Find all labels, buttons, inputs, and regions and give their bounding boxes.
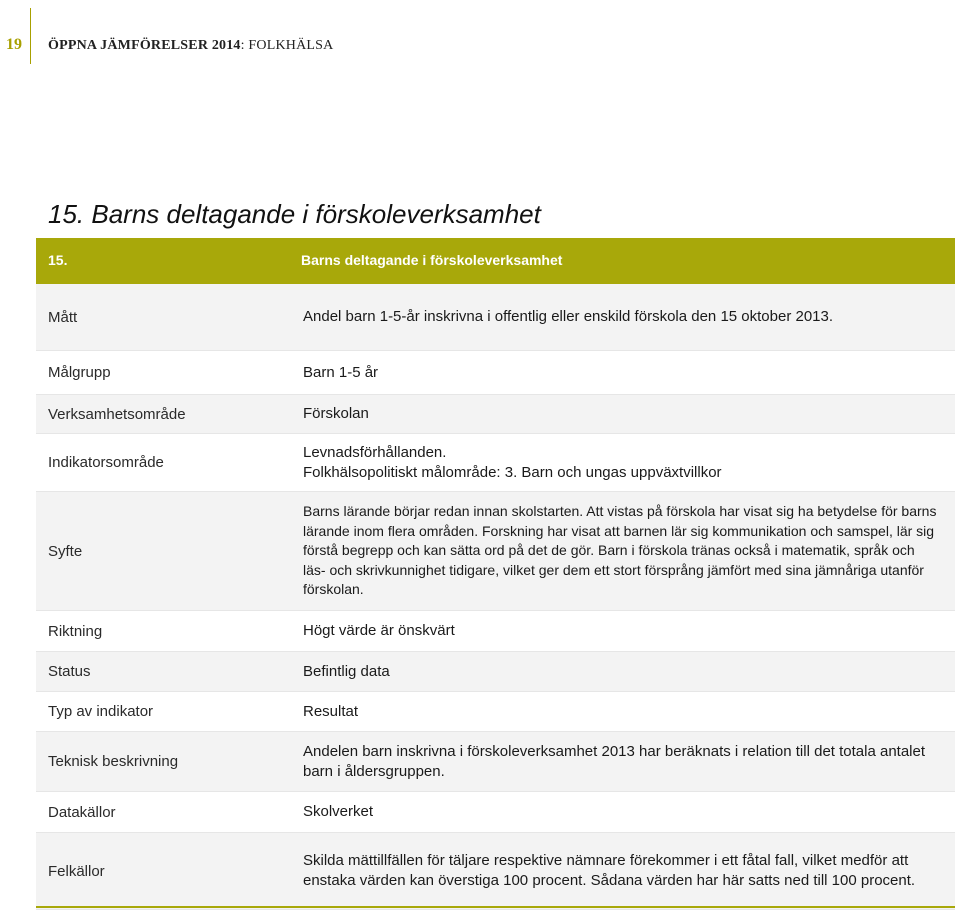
table-row-datakallor (36, 792, 955, 833)
row-value: Barns lärande börjar redan innan skolstarten. Att vistas på förskola har visat sig ha betydelse för barns lärande inom flera områden. Forskning har visat att barnen lär sig kommunikation och samspel, lär sig förstå begrepp och kan sätta ord på det de gör. Barn i förskola tränas också i matematik, språk och läs- och skrivkunnighet tidigare, vilket ger dem ett stort försprång jämfört med sina jämnåriga utanför förskolan. (303, 503, 937, 598)
row-value: Högt värde är önskvärt (303, 622, 455, 639)
table-row-typ-av-indikator (36, 692, 955, 732)
row-label: Indikatorsområde (48, 454, 164, 471)
row-value: Förskolan (303, 405, 369, 422)
row-value: Barn 1-5 år (303, 363, 379, 381)
row-value: Skilda mättillfällen för täljare respektive nämnare förekommer i ett fåtal fall, vilket medför att enstaka värden kan överstiga 100 procent. Sådana värden har här satts ned till 100 procent. (303, 852, 916, 889)
row-value: Andelen barn inskrivna i förskoleverksamhet 2013 har beräknats i relation till det totala antalet barn i åldersgruppen. (303, 742, 926, 780)
row-value: Resultat (303, 702, 359, 720)
row-value (291, 434, 955, 491)
table-header (36, 238, 955, 284)
table-row-teknisk-beskrivning (36, 732, 955, 792)
table-row-verksamhetsomrade (36, 395, 955, 434)
table-row-riktning (36, 611, 955, 652)
document-title (48, 38, 333, 54)
row-label: Målgrupp (48, 364, 111, 381)
page-number: 19 (6, 36, 22, 53)
table-row-indikatorsomrade (36, 434, 955, 492)
table-row-felkallor (36, 833, 955, 910)
table-header-number: 15. (48, 252, 68, 268)
row-value: Befintlig data (303, 662, 390, 680)
page-header (0, 0, 960, 70)
header-divider (30, 8, 31, 64)
document-title-rest: : FOLKHÄLSA (240, 38, 334, 53)
table-header-title: Barns deltagande i förskoleverksamhet (301, 252, 563, 268)
row-label: Typ av indikator (48, 703, 154, 720)
row-label: Status (48, 663, 91, 680)
table-row-malgrupp (36, 351, 955, 395)
row-value-line: Folkhälsopolitiskt målområde: 3. Barn och ungas uppväxtvillkor (303, 463, 722, 481)
row-label: Verksamhetsområde (48, 405, 186, 423)
row-label: Riktning (48, 622, 103, 640)
bottom-rule (36, 906, 955, 908)
row-label: Mått (48, 308, 78, 326)
table-row-status (36, 652, 955, 692)
row-value: Andel barn 1-5-år inskrivna i offentlig eller enskild förskola den 15 oktober 2013. (303, 308, 834, 325)
section-heading: 15. Barns deltagande i förskoleverksamhet (48, 199, 541, 229)
row-value-line: Levnadsförhållanden. (303, 443, 447, 461)
row-label: Datakällor (48, 803, 116, 821)
row-label: Teknisk beskrivning (48, 753, 179, 770)
row-label: Syfte (48, 542, 83, 560)
indicator-table (36, 238, 955, 910)
table-row-syfte (36, 492, 955, 611)
row-value: Skolverket (303, 803, 374, 820)
document-title-bold: ÖPPNA JÄMFÖRELSER 2014 (48, 38, 241, 53)
table-row-matt (36, 284, 955, 351)
row-label: Felkällor (48, 862, 105, 880)
